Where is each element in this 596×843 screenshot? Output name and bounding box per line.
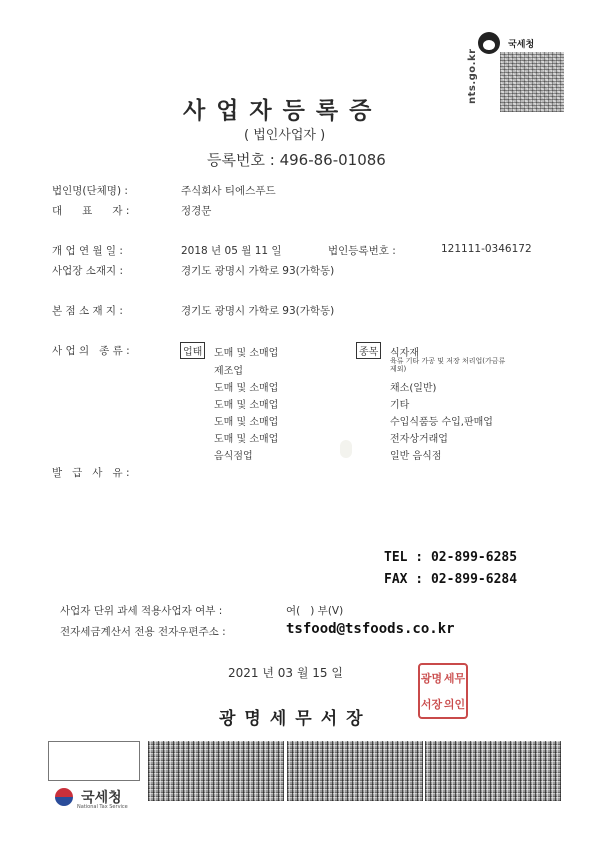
nts-footer-name: 국세청 bbox=[81, 789, 122, 806]
nts-header-logo bbox=[478, 32, 534, 54]
blank-stamp-box bbox=[48, 741, 140, 781]
corp-reg-label: 법인등록번호 : bbox=[328, 245, 396, 257]
category-item: 도매 및 소매업 bbox=[214, 348, 279, 359]
hq-address: 경기도 광명시 가학로 93(가학동) bbox=[181, 305, 335, 317]
unit-tax-value: 여( ) 부(V) bbox=[286, 605, 344, 617]
email-address: tsfood@tsfoods.co.kr bbox=[286, 621, 455, 637]
security-pattern bbox=[148, 741, 284, 801]
rep-label: 대 표 자 : bbox=[52, 205, 130, 217]
official-seal bbox=[418, 663, 468, 719]
document-title: 사업자등록증 bbox=[183, 98, 383, 124]
site-address: 경기도 광명시 가학로 93(가학동) bbox=[181, 265, 335, 277]
faint-smudge bbox=[340, 440, 352, 458]
qr-code bbox=[500, 52, 564, 112]
category-item: 도매 및 소매업 bbox=[214, 434, 279, 445]
nts-logo-label: 국세청 bbox=[508, 39, 535, 50]
open-date-label: 개 업 연 월 일 : bbox=[52, 245, 123, 257]
security-pattern bbox=[287, 741, 423, 801]
item-entry: 수입식품등 수입,판매업 bbox=[390, 417, 493, 428]
item-entry: 채소(일반) bbox=[390, 383, 437, 394]
registration-number: 496-86-01086 bbox=[279, 151, 386, 169]
issue-reason-label: 발 급 사 유 : bbox=[52, 467, 130, 479]
category-item: 음식점업 bbox=[214, 451, 253, 462]
registration-number-row bbox=[207, 149, 386, 170]
corp-name-label: 법인명(단체명) : bbox=[52, 185, 128, 197]
biz-type-label: 사 업 의 종 류 : bbox=[52, 345, 130, 357]
item-entry: 육류 기타 가공 및 저장 처리업(가금류 bbox=[390, 357, 506, 365]
seal-char: 세무 bbox=[443, 672, 466, 685]
seal-char: 의인 bbox=[443, 698, 466, 711]
tax-office-name: 광명세무서장 bbox=[219, 709, 372, 729]
corp-reg-value: 121111-0346172 bbox=[441, 243, 532, 255]
item-entry: 식자재 bbox=[390, 348, 419, 359]
taeguk-icon bbox=[55, 788, 73, 806]
item-entry: 기타 bbox=[390, 400, 410, 411]
registration-label: 등록번호 : bbox=[207, 151, 275, 169]
document-subtitle: ( 법인사업자 ) bbox=[244, 128, 326, 143]
open-date-value: 2018 년 05 월 11 일 bbox=[181, 245, 282, 257]
tel-number: TEL : 02-899-6285 bbox=[384, 550, 518, 565]
nts-url: nts.go.kr bbox=[467, 48, 478, 104]
category-item: 도매 및 소매업 bbox=[214, 383, 279, 394]
category-item: 도매 및 소매업 bbox=[214, 400, 279, 411]
category-tag: 업태 bbox=[180, 342, 205, 359]
item-entry: 일반 음식점 bbox=[390, 451, 442, 462]
category-item: 제조업 bbox=[214, 366, 243, 377]
hq-label: 본 점 소 재 지 : bbox=[52, 305, 123, 317]
site-label: 사업장 소재지 : bbox=[52, 265, 124, 277]
security-pattern bbox=[425, 741, 561, 801]
nts-footer-english: National Tax Service bbox=[77, 804, 128, 810]
nts-footer-logo bbox=[55, 786, 128, 810]
item-entry: 전자상거래업 bbox=[390, 434, 448, 445]
category-item: 도매 및 소매업 bbox=[214, 417, 279, 428]
unit-tax-label: 사업자 단위 과세 적용사업자 여부 : bbox=[60, 605, 223, 617]
item-entry: 제외) bbox=[390, 365, 407, 373]
nts-mascot-icon bbox=[478, 32, 500, 54]
corp-name-value: 주식회사 티에스푸드 bbox=[181, 185, 276, 197]
email-label: 전자세금계산서 전용 전자우편주소 : bbox=[60, 626, 226, 638]
issue-date: 2021 년 03 월 15 일 bbox=[228, 666, 343, 680]
item-tag: 종목 bbox=[356, 342, 381, 359]
seal-char: 서장 bbox=[420, 698, 443, 711]
rep-value: 정경문 bbox=[181, 205, 212, 217]
seal-char: 광명 bbox=[420, 672, 443, 685]
fax-number: FAX : 02-899-6284 bbox=[384, 572, 518, 587]
